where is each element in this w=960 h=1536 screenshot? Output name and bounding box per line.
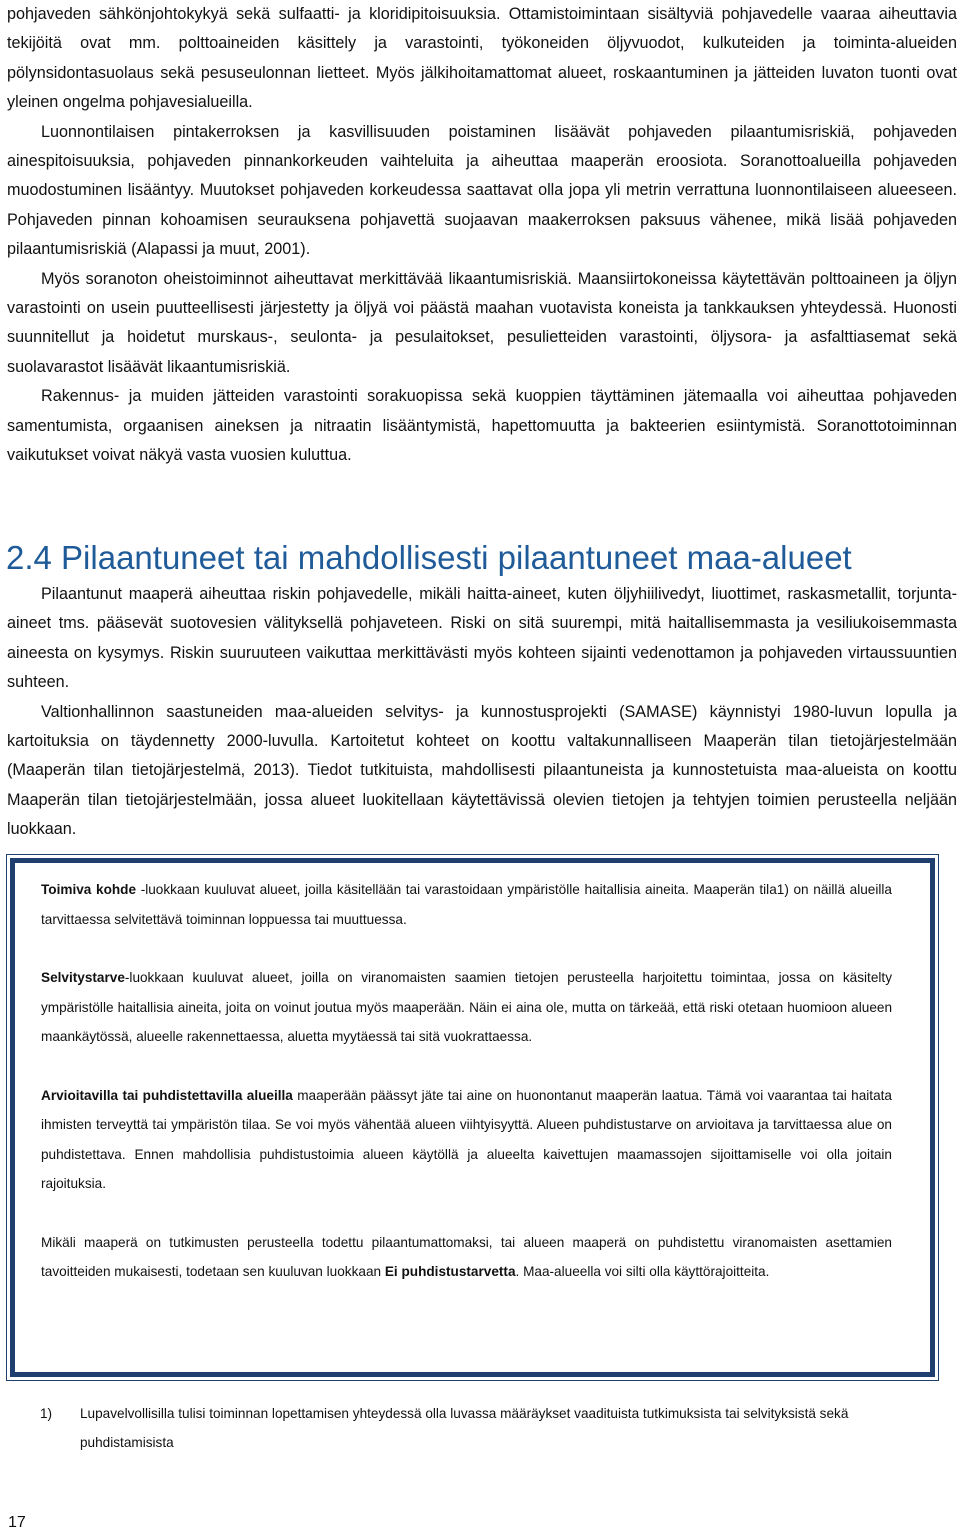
box-item-text: maaperään päässyt jäte tai aine on huonontanut maaperän laatua. Tämä voi vaarantaa tai haitata ihmisten terveyttä tai ympäristön tilaa. Se voi myös vähentää alueen viihtyisyyttä. Alueen puhdistustarve on arvioitava ja tarvittaessa alue on puhdistettava. Ennen mahdollisia puhdistustoimia alueen käytöllä ja alueelta kaivettujen maamassojen sijoittamiselle voi olla joitain rajoituksia. — [41, 1087, 892, 1191]
box-item-text: -luokkaan kuuluvat alueet, joilla käsitellään tai varastoidaan ympäristölle haitallisia aineita. Maaperän tila1) on näillä alueilla tarvittaessa selvitettävä toiminnan loppuessa tai muuttuessa. — [41, 882, 892, 927]
footnote-text: Lupavelvollisilla tulisi toiminnan lopettamisen yhteydessä olla luvassa määräykset vaadituista tutkimuksista tai selvityksistä sekä puhdistamisista — [80, 1406, 849, 1450]
footnote-marker: 1) — [40, 1406, 53, 1421]
box-item-text: . Maa-alueella voi silti olla käyttörajoitteita. — [515, 1264, 770, 1279]
paragraph: pohjaveden sähkönjohtokykyä sekä sulfaatti- ja kloridipitoisuuksia. Ottamistoimintaan sisältyviä pohjavedelle vaaraa aiheuttavia tekijöitä ovat mm. polttoaineiden käsittely ja varastointi, työkoneiden öljyvuodot, kulkuteiden ja toiminta-alueiden pölynsidontasuolaus sekä pesuseulonnan lietteet. Myös jälkihoitamattomat alueet, roskaantuminen ja jätteiden luvaton tuonti ovat yleinen ongelma pohjavesialueilla. — [7, 5, 957, 112]
box-item-text: Mikäli maaperä on tutkimusten perusteella todettu pilaantumattomaksi, tai alueen maaperä on puhdistettu viranomaisten asettamien tavoitteiden mukaisesti, todetaan sen kuuluvan luokkaan — [41, 1234, 892, 1279]
box-item-active-site — [41, 875, 892, 934]
body-section-2 — [7, 580, 957, 845]
box-item-term: Toimiva kohde — [41, 882, 137, 897]
paragraph: Pilaantunut maaperä aiheuttaa riskin pohjavedelle, mikäli haitta-aineet, kuten öljyhiilivedyt, liuottimet, raskasmetallit, torjunta-aineet tms. pääsevät suotovesien välityksellä pohjaveteen. Riski on sitä suurempi, mitä haitallisemmasta ja vesiliukoisemmasta aineesta on kysymys. Riskin suuruuteen vaikuttaa merkittävästi myös kohteen sijainti vedenottamon ja pohjaveden virtaussuuntien suhteen. — [7, 585, 957, 692]
body-section-1 — [7, 0, 957, 471]
page-number: 17 — [8, 1514, 26, 1531]
box-item-term: Ei puhdistustarvetta — [384, 1264, 516, 1279]
paragraph: Myös soranoton oheistoiminnot aiheuttavat merkittävää likaantumisriskiä. Maansiirtokoneissa käytettävän polttoaineen ja öljyn varastointi on usein puutteellisesti järjestetty ja öljyä voi päästä maahan vuotavista koneista ja tankkauksen yhteydessä. Huonosti suunnitellut ja hoidetut murskaus-, seulonta- ja pesulaitokset, pesulietteiden varastointi, öljysora- ja asfalttiasemat sekä suolavarastot lisäävät likaantumisriskiä. — [7, 269, 957, 376]
box-item-term: Arvioitavilla tai puhdistettavilla alueilla — [41, 1087, 293, 1103]
classification-info-box — [10, 858, 935, 1377]
paragraph: Valtionhallinnon saastuneiden maa-alueiden selvitys- ja kunnostusprojekti (SAMASE) käynnistyi 1980-luvun lopulla ja kartoituksia on täydennetty 2000-luvulla. Kartoitetut kohteet on koottu valtakunnalliseen Maaperän tilan tietojärjestelmään (Maaperän tilan tietojärjestelmä, 2013). Tiedot tutkituista, mahdollisesti pilaantuneista ja kunnostetuista maa-alueista on koottu Maaperän tilan tietojärjestelmään, jossa alueet luokitellaan käytettävissä olevien tietojen ja tehtyjen toimien perusteella neljään luokkaan. — [7, 702, 957, 839]
footnote — [40, 1399, 940, 1457]
box-item-no-cleanup-needed — [41, 1228, 892, 1287]
section-heading: 2.4 Pilaantuneet tai mahdollisesti pilaantuneet maa-alueet — [6, 539, 852, 576]
box-item-needs-survey — [41, 963, 892, 1052]
box-item-term: Selvitystarve — [41, 970, 125, 985]
box-item-assess-or-clean — [41, 1081, 892, 1199]
paragraph: Rakennus- ja muiden jätteiden varastointi sorakuopissa sekä kuoppien täyttäminen jätemaalla voi aiheuttaa pohjaveden samentumista, orgaanisen aineksen ja nitraatin lisääntymistä, hapettomuutta ja bakteerien esiintymistä. Soranottotoiminnan vaikutukset voivat näkyä vasta vuosien kuluttua. — [7, 387, 957, 465]
box-item-text: -luokkaan kuuluvat alueet, joilla on viranomaisten saamien tietojen perusteella harjoitettu toimintaa, jossa on käsitelty ympäristölle haitallisia aineita, joita on voinut joutua myös maaperään. Näin ei aina ole, mutta on tärkeää, että riski otetaan huomioon alueen maankäytössä, alueelle rakennettaessa, aluetta myytäessä tai sitä vuokrattaessa. — [41, 970, 892, 1044]
paragraph: Luonnontilaisen pintakerroksen ja kasvillisuuden poistaminen lisäävät pohjaveden pilaantumisriskiä, pohjaveden ainespitoisuuksia, pohjaveden pinnankorkeuden vaihteluita ja aiheuttaa maaperän eroosiota. Soranottoalueilla pohjaveden muodostuminen lisääntyy. Muutokset pohjaveden korkeudessa saattavat olla jopa yli metrin verrattuna luonnontilaiseen alueeseen. Pohjaveden pinnan kohoamisen seurauksena pohjavettä suojaavan maakerroksen paksuus vähenee, mikä lisää pohjaveden pilaantumisriskiä (Alapassi ja muut, 2001). — [7, 122, 957, 259]
